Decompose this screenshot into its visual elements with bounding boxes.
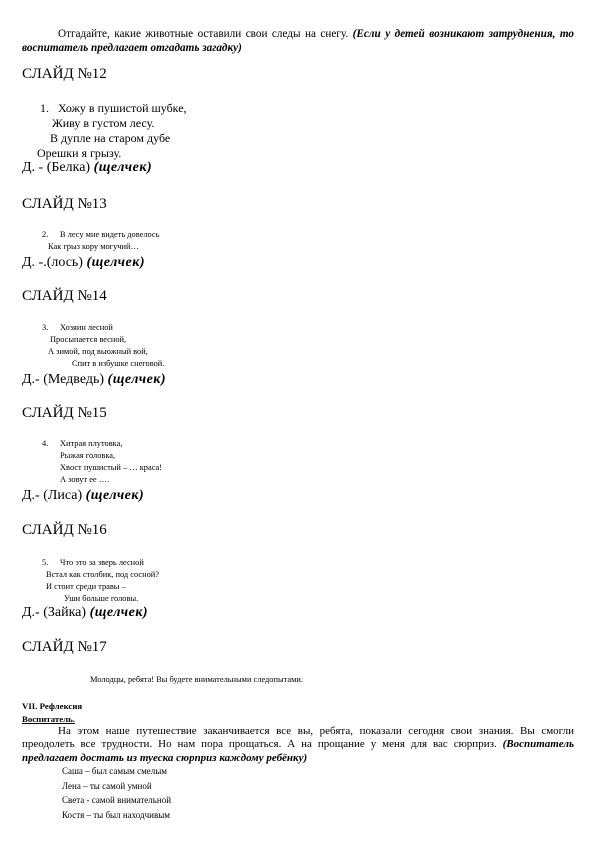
- riddle-line: Хитрая плутовка,: [60, 439, 123, 448]
- list-item: Света - самой внимательной: [62, 795, 172, 806]
- section-heading: VII. Рефлексия: [22, 701, 83, 711]
- riddle-line: В лесу мне видеть довелось: [60, 230, 160, 239]
- riddle-line: Встал как столбик, под сосной?: [46, 570, 159, 579]
- answer-line: [22, 488, 144, 504]
- riddle-line: Что это за зверь лесной: [60, 558, 144, 567]
- list-item: Саша – был самым смелым: [62, 766, 167, 776]
- speaker-label: Воспитатель.: [22, 713, 75, 724]
- slide-title: СЛАЙД №13: [22, 196, 107, 212]
- riddle-line: И стоит среди травы –: [46, 582, 126, 591]
- riddle-line: Рыжая головка,: [60, 451, 116, 460]
- answer-text: Д.- (Лиса): [22, 488, 83, 503]
- answer-line: [22, 372, 166, 388]
- reflection-paragraph: [22, 725, 574, 765]
- slide-title: СЛАЙД №16: [22, 522, 107, 538]
- list-item: Лена – ты самой умной: [62, 780, 152, 791]
- answer-text: Д.- (Медведь): [22, 372, 105, 387]
- riddle-line: Живу в густом лесу.: [52, 116, 155, 130]
- answer-text: Д. -.(лось): [22, 255, 83, 270]
- answer-line: [22, 160, 152, 176]
- riddle-line: Хожу в пушистой шубке,: [58, 101, 187, 115]
- reflection-header: [22, 700, 82, 725]
- intro-text: Отгадайте, какие животные оставили свои следы на снегу.: [58, 28, 349, 40]
- reflection-note: (Воспитатель предлагает достать из туеска сюрприз каждому ребёнку): [22, 738, 574, 764]
- slide-title: СЛАЙД №14: [22, 288, 107, 304]
- click-note: (щелчек): [93, 160, 153, 175]
- answer-line: [22, 255, 145, 271]
- riddle-line: В дупле на старом дубе: [50, 131, 171, 145]
- riddle-line: Орешки я грызу.: [37, 146, 122, 160]
- riddle-number: 5.: [42, 558, 49, 567]
- slide-title: СЛАЙД №17: [22, 639, 107, 655]
- click-note: (щелчек): [85, 488, 145, 503]
- riddle-line: Как грыз кору могучий…: [48, 242, 139, 251]
- answer-text: Д.- (Зайка): [22, 605, 87, 620]
- riddle-line: Уши больше головы.: [64, 594, 139, 603]
- click-note: (щелчек): [86, 255, 145, 270]
- riddle-3: [42, 322, 164, 370]
- riddle-4: [42, 438, 162, 486]
- click-note: (щелчек): [89, 605, 149, 620]
- riddle-number: 1.: [40, 101, 49, 115]
- praise-line: Молодцы, ребята! Вы будете внимательными следопытами.: [90, 675, 303, 684]
- riddle-number: 3.: [42, 323, 49, 332]
- answer-text: Д. - (Белка): [22, 160, 91, 175]
- intro-paragraph: [22, 27, 574, 55]
- kids-list: [62, 764, 171, 822]
- reflection-text: На этом наше путешествие заканчивается все вы, ребята, показали сегодня свои знания. Вы смогли преодолеть все трудности. Но нам пора прощаться. А на прощание у меня для вас сюрприз.: [22, 725, 574, 751]
- riddle-line: Хозяин лесной: [60, 323, 113, 332]
- intro-note: (Если у детей возникают затруднения, то воспитатель предлагает отгадать загадку): [22, 28, 575, 54]
- riddle-line: Хвост пушистый – … краса!: [60, 463, 163, 472]
- riddle-line: Спит в избушке снеговой.: [72, 359, 165, 368]
- riddle-number: 4.: [42, 439, 49, 448]
- riddle-2: [42, 229, 159, 253]
- riddle-line: А зовут ее ….: [60, 475, 110, 484]
- riddle-line: А зимой, под вьюжный вой,: [48, 347, 148, 356]
- list-item: Костя – ты был находчивым: [62, 809, 170, 820]
- riddle-number: 2.: [42, 230, 49, 239]
- riddle-5: [42, 557, 159, 605]
- click-note: (щелчек): [107, 372, 167, 387]
- answer-line: [22, 605, 148, 621]
- slide-title: СЛАЙД №15: [22, 405, 107, 421]
- riddle-1: [37, 101, 187, 161]
- riddle-line: Просыпается весной,: [50, 335, 127, 344]
- slide-title: СЛАЙД №12: [22, 66, 107, 82]
